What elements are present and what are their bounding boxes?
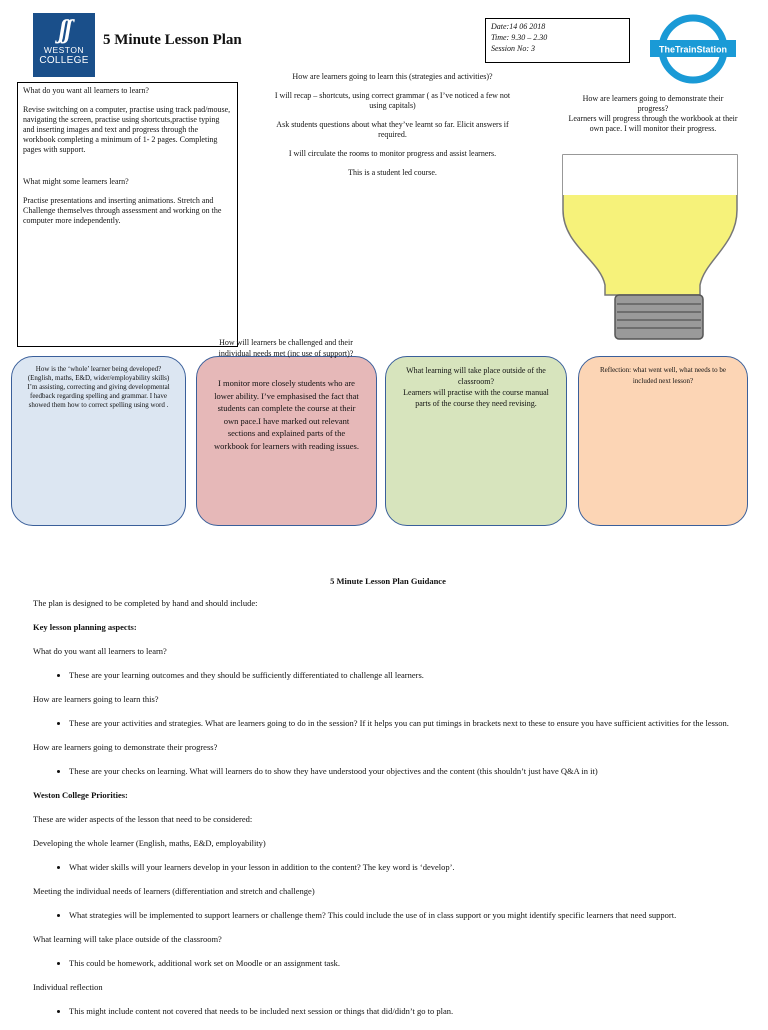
guidance-title: 5 Minute Lesson Plan Guidance bbox=[330, 576, 446, 586]
session-info-box bbox=[485, 18, 630, 63]
challenge-question: How will learners be challenged and their individual needs met (inc use of support)? bbox=[218, 338, 354, 358]
guidance-list bbox=[33, 958, 743, 969]
guidance-list bbox=[33, 718, 743, 729]
strategies-item-circulate: I will circulate the rooms to monitor progress and assist learners. bbox=[288, 149, 497, 158]
key-aspects-heading: Key lesson planning aspects: bbox=[33, 622, 137, 632]
logo-mark: ʃʃ bbox=[58, 15, 70, 44]
logo-text-weston: WESTON bbox=[43, 45, 85, 55]
progress-section bbox=[568, 94, 738, 134]
outside-classroom-answer: Learners will practise with the course manual parts of the course they need revising. bbox=[403, 388, 549, 408]
reflection-question: Reflection: what went well, what needs to be included next lesson? bbox=[600, 366, 726, 385]
challenge-box bbox=[196, 356, 377, 526]
whole-learner-answer: I’m assisting, correcting and giving developmental feedback regarding spelling and grammar. I have showed them how to correct spelling using word . bbox=[27, 383, 170, 409]
guidance-bullet-homework: • This could be homework, additional work set on Moodle or an assignment task. bbox=[69, 958, 743, 969]
guidance-bullet-reflection: • This might include content not covered that needs to be included next session or things that did/didn’t go to plan. bbox=[69, 1006, 743, 1017]
train-station-logo bbox=[650, 13, 736, 85]
learn-some-question: What might some learners learn? bbox=[23, 177, 129, 186]
guidance-question-outside: What learning will take place outside of the classroom? bbox=[33, 934, 222, 944]
weston-college-logo bbox=[33, 13, 95, 77]
session-time: Time: 9.30 – 2.30 bbox=[491, 33, 548, 42]
guidance-section bbox=[33, 576, 743, 1030]
guidance-list bbox=[33, 766, 743, 777]
guidance-question-how: How are learners going to learn this? bbox=[33, 694, 159, 704]
strategies-item-student-led: This is a student led course. bbox=[348, 168, 437, 177]
guidance-bullet-checks: • These are your checks on learning. What will learners do to show they have understood your objectives and the content (this shouldn’t just have Q&A in it) bbox=[69, 766, 743, 777]
session-number: Session No: 3 bbox=[491, 44, 535, 53]
guidance-bullet-strategies: • What strategies will be implemented to support learners or challenge them? This could include the use of in class support or you might identify specific learners that need support. bbox=[69, 910, 743, 921]
guidance-bullet-activities: • These are your activities and strategies. What are learners going to do in the session? If it helps you can put timings in brackets next to these to ensure you have sufficient activities for the lesson. bbox=[69, 718, 743, 729]
guidance-question-progress: How are learners going to demonstrate their progress? bbox=[33, 742, 218, 752]
guidance-intro: The plan is designed to be completed by hand and should include: bbox=[33, 598, 258, 608]
guidance-list bbox=[33, 910, 743, 921]
outside-classroom-box bbox=[385, 356, 567, 526]
guidance-list bbox=[33, 862, 743, 873]
guidance-question-whole-learner: Developing the whole learner (English, maths, E&D, employability) bbox=[33, 838, 266, 848]
strategies-section bbox=[270, 72, 515, 187]
reflection-box bbox=[578, 356, 748, 526]
guidance-question-needs: Meeting the individual needs of learners (differentiation and stretch and challenge) bbox=[33, 886, 315, 896]
learn-all-question: What do you want all learners to learn? bbox=[23, 86, 149, 95]
outside-classroom-question: What learning will take place outside of the classroom? bbox=[406, 366, 546, 386]
learn-some-answer: Practise presentations and inserting animations. Stretch and Challenge themselves through assessment and working on the computer more independently. bbox=[23, 196, 222, 225]
challenge-answer: I monitor more closely students who are lower ability. I’ve emphasised the fact that students can complete the course at their own pace.I have marked out relevant sections and explained parts of the workbook for learners with reading issues. bbox=[214, 378, 359, 451]
page-title: 5 Minute Lesson Plan bbox=[103, 32, 242, 48]
progress-question: How are learners going to demonstrate their progress? bbox=[582, 94, 724, 113]
learning-objectives-box bbox=[17, 82, 238, 347]
guidance-bullet-wider-skills: • What wider skills will your learners develop in your lesson in addition to the content? The key word is ‘develop’. bbox=[69, 862, 743, 873]
priorities-heading: Weston College Priorities: bbox=[33, 790, 128, 800]
learn-all-answer: Revise switching on a computer, practise using track pad/mouse, navigating the screen, practise using shortcuts,practise typing and inserting images and text and progress through the workbook completing a minimum of 1- 2 pages. Completing pages with support. bbox=[23, 105, 231, 154]
guidance-question-reflection: Individual reflection bbox=[33, 982, 103, 992]
guidance-bullet-outcomes: • These are your learning outcomes and they should be sufficiently differentiated to challenge all learners. bbox=[69, 670, 743, 681]
strategies-item-questions: Ask students questions about what they’ve learnt so far. Elicit answers if required. bbox=[276, 120, 509, 139]
whole-learner-box bbox=[11, 356, 186, 526]
progress-answer: Learners will progress through the workbook at their own pace. I will monitor their progress. bbox=[568, 114, 738, 133]
strategies-question: How are learners going to learn this (strategies and activities)? bbox=[292, 72, 493, 81]
lightbulb-icon bbox=[555, 150, 745, 345]
train-station-logo-text: TheTrainStation bbox=[658, 44, 728, 55]
priorities-intro: These are wider aspects of the lesson that need to be considered: bbox=[33, 814, 253, 824]
session-date: Date:14 06 2018 bbox=[491, 22, 546, 31]
guidance-list bbox=[33, 1006, 743, 1017]
whole-learner-question: How is the ‘whole’ learner being developed? (English, maths, E&D, wider/employability skills) bbox=[27, 365, 170, 382]
guidance-list bbox=[33, 670, 743, 681]
strategies-item-recap: I will recap – shortcuts, using correct grammar ( as I’ve noticed a few not using capitals) bbox=[274, 91, 511, 110]
logo-text-college: COLLEGE bbox=[39, 55, 89, 66]
guidance-question-learn: What do you want all learners to learn? bbox=[33, 646, 167, 656]
